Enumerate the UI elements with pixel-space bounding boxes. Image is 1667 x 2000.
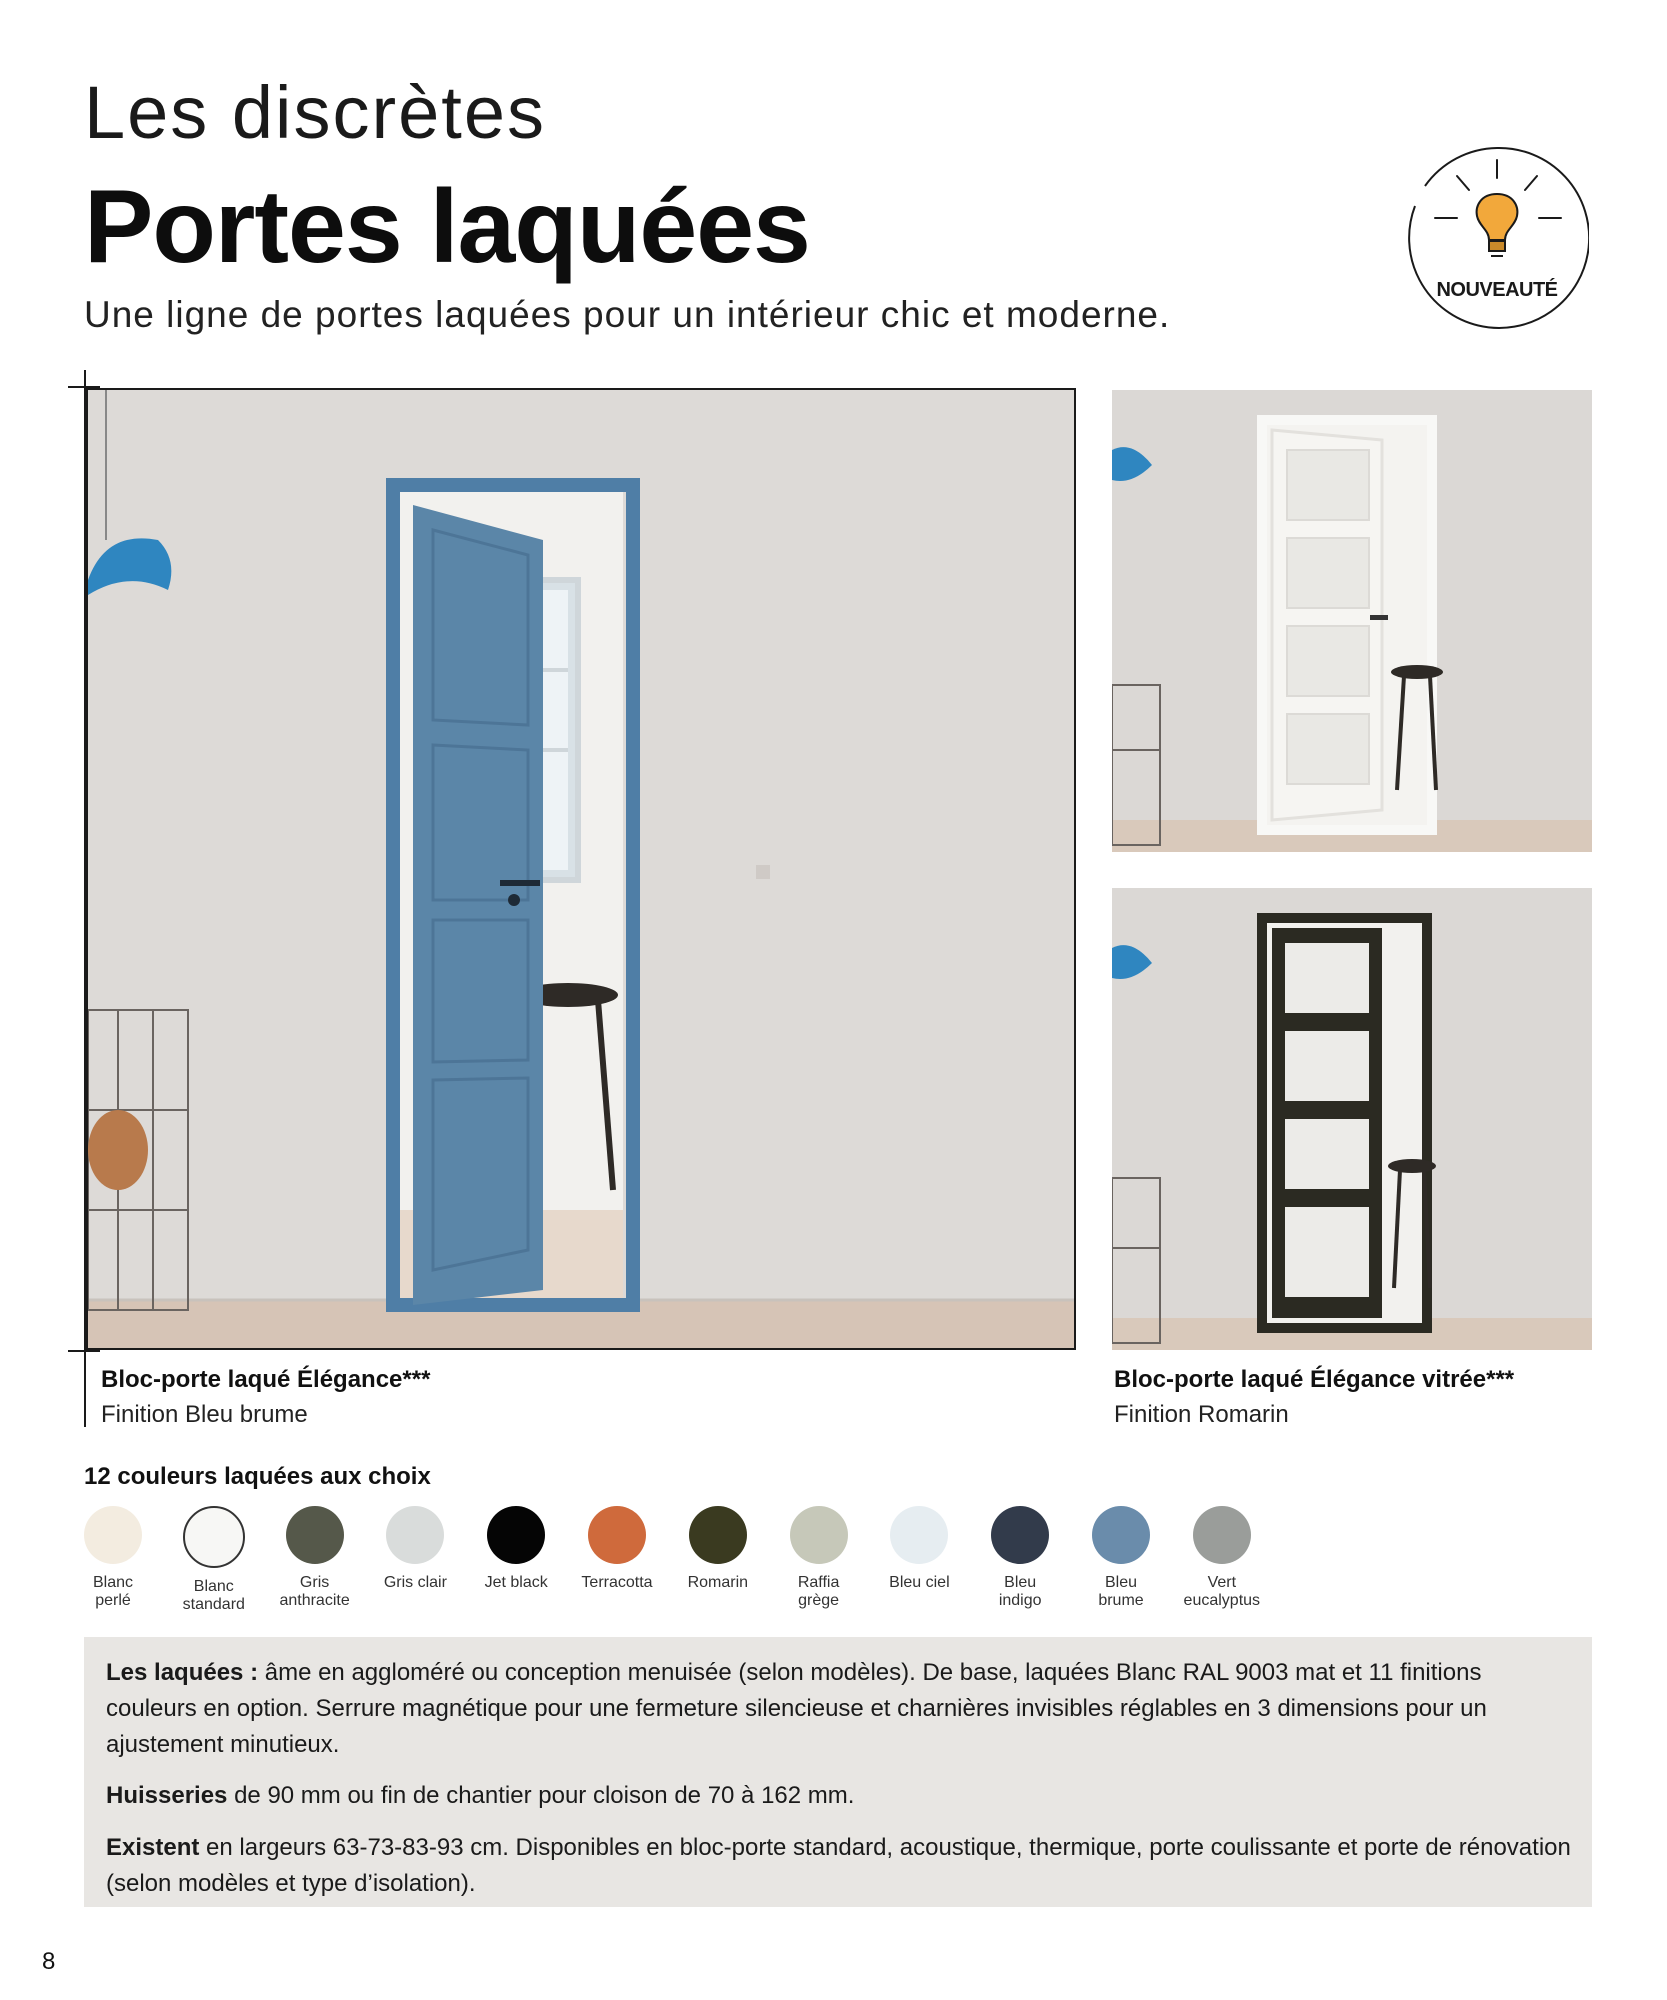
color-swatch bbox=[365, 1506, 465, 1592]
swatch-label: Bleu indigo bbox=[998, 1574, 1042, 1609]
page-number: 8 bbox=[42, 1948, 56, 1975]
color-swatch bbox=[265, 1506, 365, 1610]
swatch-label: Bleu brume bbox=[1098, 1574, 1144, 1609]
colors-title: 12 couleurs laquées aux choix bbox=[84, 1463, 431, 1490]
info-text: de 90 mm ou fin de chantier pour cloison de 70 à 162 mm. bbox=[227, 1782, 855, 1809]
lightbulb-icon bbox=[1405, 146, 1589, 330]
new-badge-label: NOUVEAUTÉ bbox=[1436, 279, 1558, 301]
color-swatch bbox=[164, 1506, 264, 1614]
info-paragraph-laquees bbox=[106, 1655, 1576, 1763]
swatch-label: Terracotta bbox=[581, 1574, 653, 1591]
color-swatch bbox=[466, 1506, 566, 1592]
color-swatch bbox=[869, 1506, 969, 1592]
page-title: Portes laquées bbox=[84, 169, 810, 285]
swatch-dot bbox=[1092, 1506, 1150, 1564]
color-swatch bbox=[769, 1506, 869, 1610]
swatch-dot bbox=[183, 1506, 245, 1568]
info-text: âme en aggloméré ou conception menuisée (selon modèles). De base, laquées Blanc RAL 9003 mat et 11 finitions couleurs en option. Serrure magnétique pour une fermeture silencieuse et charnières invisibles réglables en 3 dimensions pour un ajustement minutieux. bbox=[106, 1659, 1487, 1758]
side-door-photo-romarin bbox=[1112, 888, 1592, 1350]
side-door-photo-white bbox=[1112, 390, 1592, 852]
swatch-dot bbox=[991, 1506, 1049, 1564]
swatch-dot bbox=[1193, 1506, 1251, 1564]
swatch-label: Gris anthracite bbox=[279, 1574, 350, 1609]
swatch-label: Blanc standard bbox=[182, 1578, 245, 1613]
crop-mark bbox=[68, 1350, 100, 1352]
swatch-label: Jet black bbox=[484, 1574, 548, 1591]
side-photo-title: Bloc-porte laqué Élégance vitrée*** bbox=[1114, 1366, 1515, 1393]
main-photo-title: Bloc-porte laqué Élégance*** bbox=[101, 1366, 431, 1393]
color-swatch bbox=[668, 1506, 768, 1592]
color-swatch bbox=[970, 1506, 1070, 1610]
info-text: en largeurs 63-73-83-93 cm. Disponibles en bloc-porte standard, acoustique, thermique, porte coulissante et porte de rénovation (selon modèles et type d’isolation). bbox=[106, 1834, 1571, 1897]
swatch-label: Vert eucalyptus bbox=[1183, 1574, 1261, 1609]
main-photo-finish: Finition Bleu brume bbox=[101, 1401, 308, 1428]
swatch-label: Romarin bbox=[687, 1574, 749, 1591]
swatch-dot bbox=[588, 1506, 646, 1564]
swatch-label: Blanc perlé bbox=[92, 1574, 134, 1609]
color-swatch bbox=[567, 1506, 667, 1592]
swatch-dot bbox=[689, 1506, 747, 1564]
info-lead: Les laquées : bbox=[106, 1659, 259, 1686]
swatch-dot bbox=[890, 1506, 948, 1564]
swatch-label: Gris clair bbox=[383, 1574, 447, 1591]
info-paragraph-huisseries bbox=[106, 1778, 1576, 1814]
info-paragraph-existent bbox=[106, 1830, 1576, 1902]
swatch-dot bbox=[286, 1506, 344, 1564]
color-swatch bbox=[63, 1506, 163, 1610]
color-swatch bbox=[1172, 1506, 1272, 1610]
swatch-label: Bleu ciel bbox=[889, 1574, 950, 1591]
info-lead: Existent bbox=[106, 1834, 200, 1861]
info-lead: Huisseries bbox=[106, 1782, 228, 1809]
swatch-dot bbox=[386, 1506, 444, 1564]
swatch-dot bbox=[84, 1506, 142, 1564]
color-swatch bbox=[1071, 1506, 1171, 1610]
info-box bbox=[84, 1637, 1592, 1907]
swatch-dot bbox=[790, 1506, 848, 1564]
side-photo-finish: Finition Romarin bbox=[1114, 1401, 1289, 1428]
swatch-dot bbox=[487, 1506, 545, 1564]
page-subtitle: Une ligne de portes laquées pour un intérieur chic et moderne. bbox=[84, 294, 1171, 335]
main-door-photo bbox=[86, 388, 1076, 1350]
swatch-label: Raffia grège bbox=[797, 1574, 840, 1609]
page-kicker: Les discrètes bbox=[84, 71, 546, 154]
